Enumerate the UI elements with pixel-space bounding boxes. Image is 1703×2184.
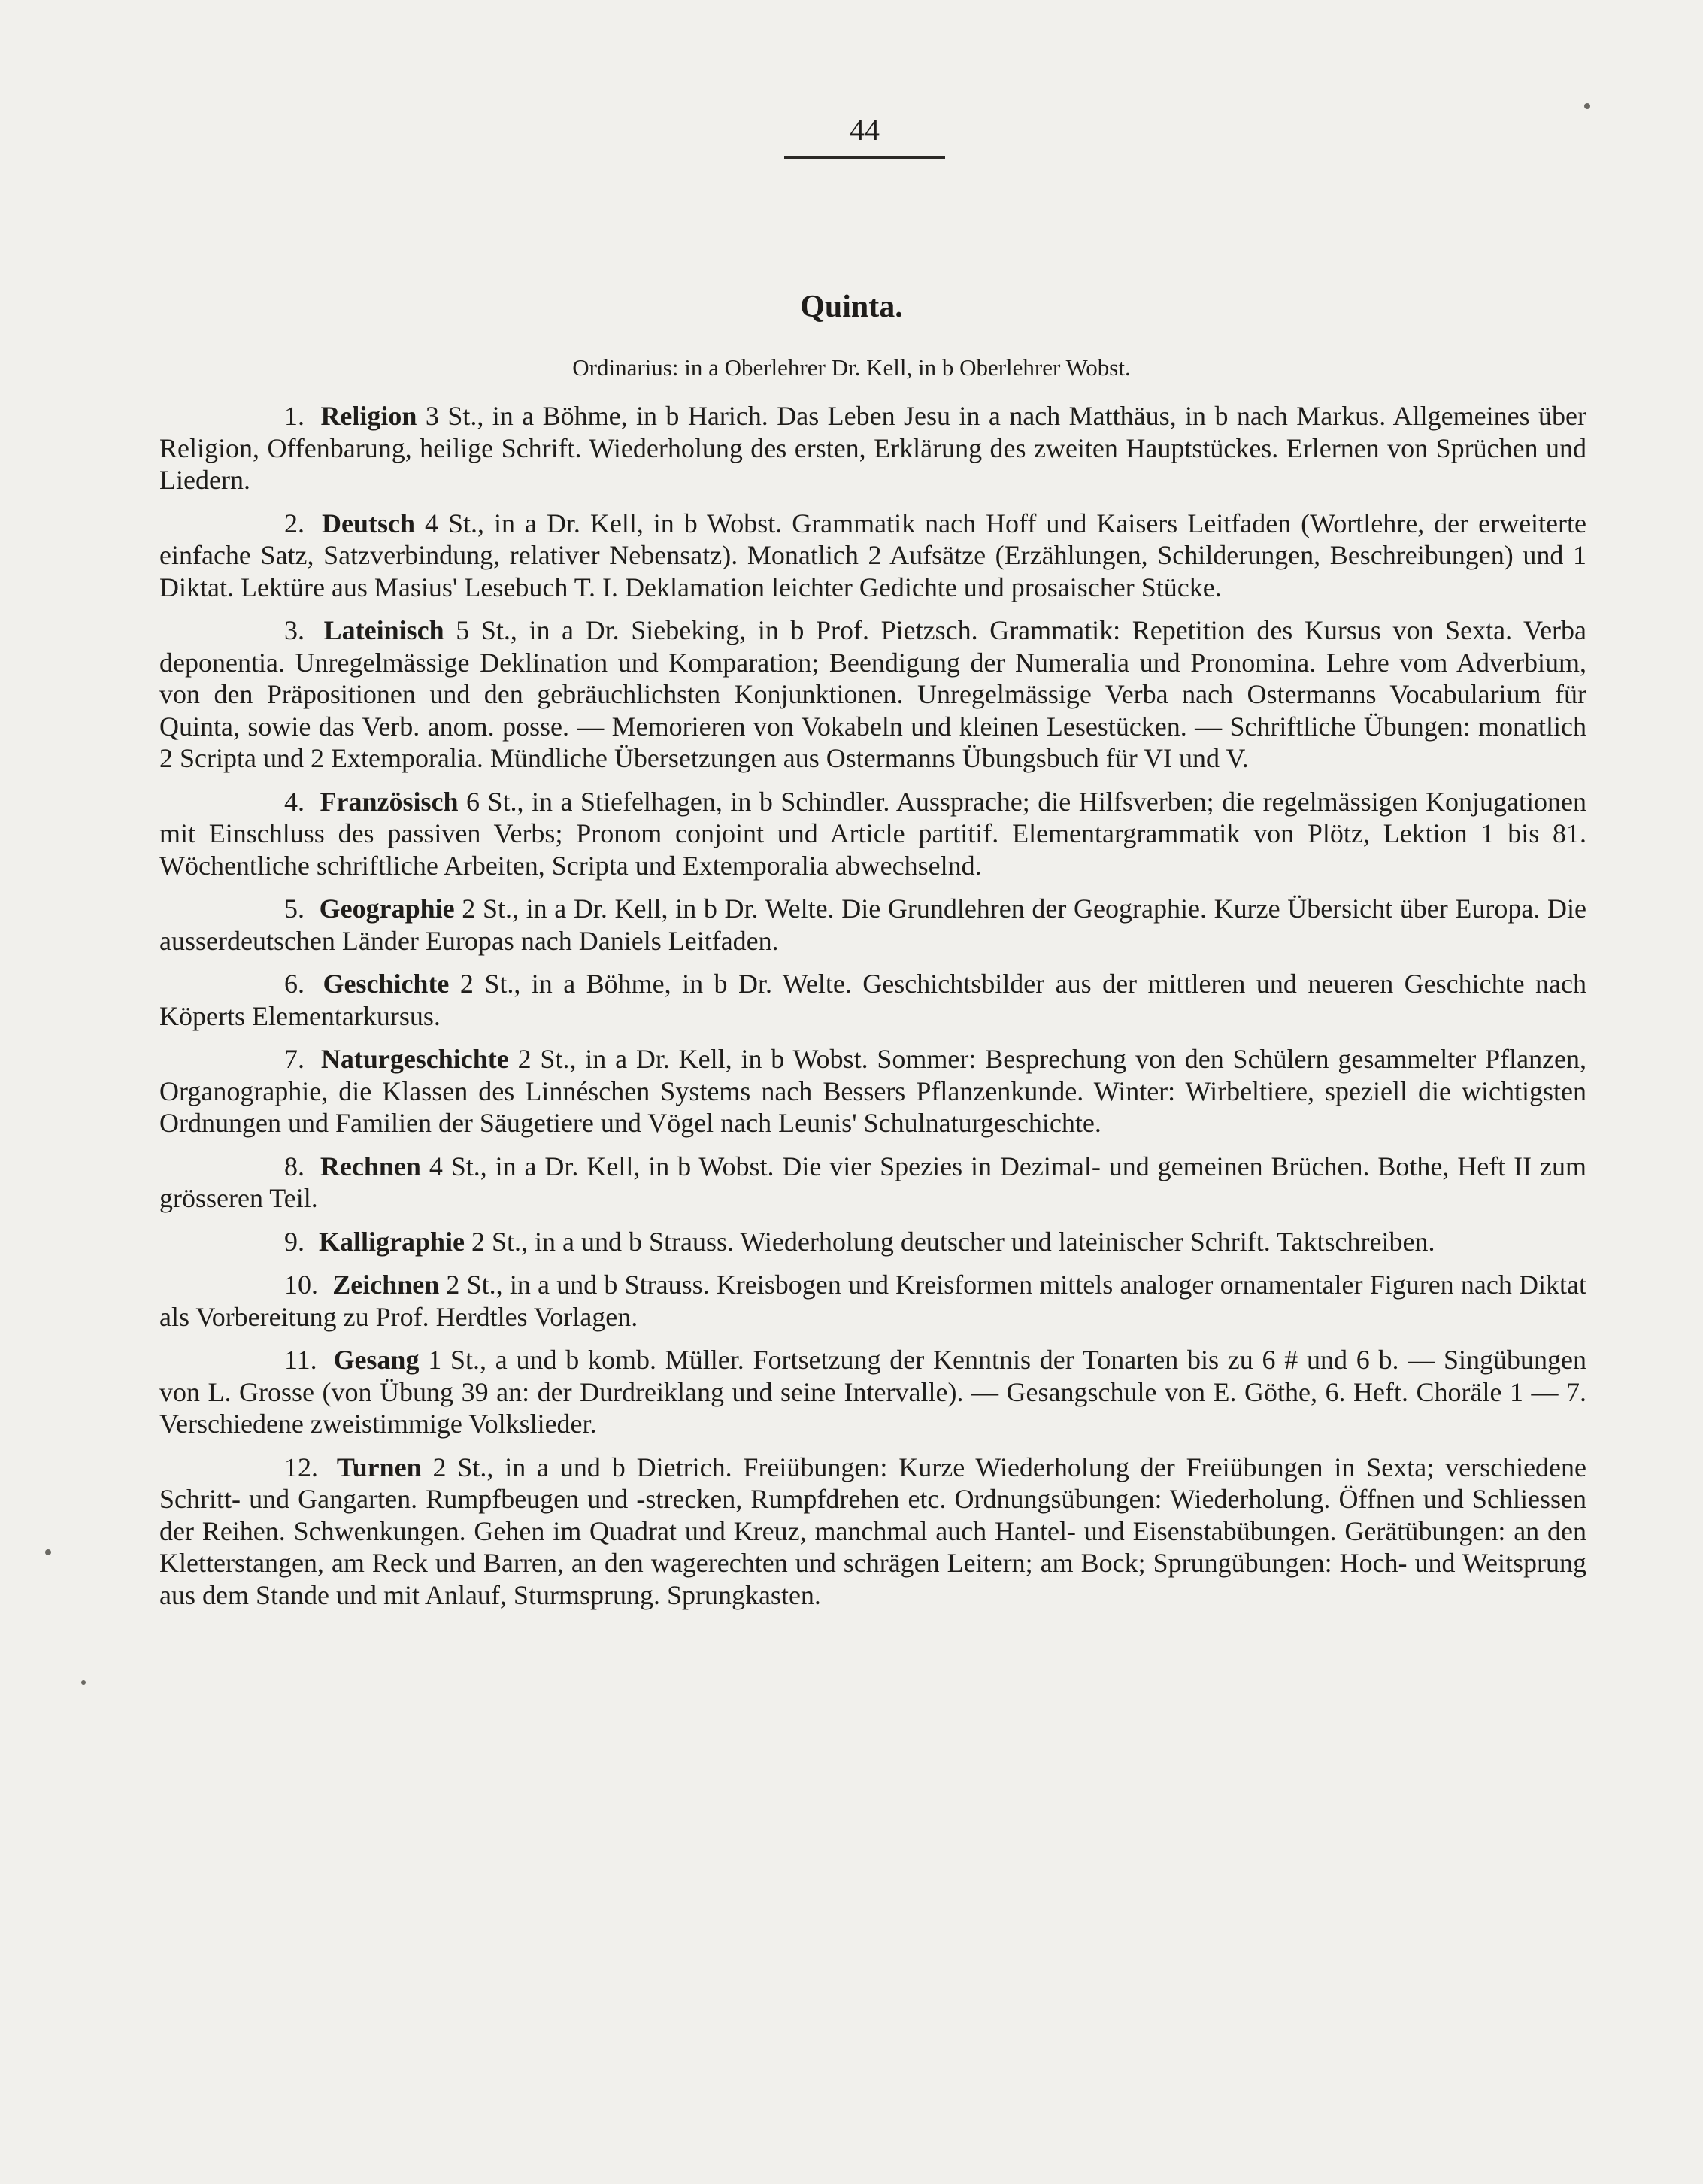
entry-subject: Kalligraphie: [319, 1226, 465, 1257]
entry-kalligraphie: [159, 1226, 1586, 1258]
entry-number: 2.: [284, 508, 305, 538]
entry-text: 2 St., in a Dr. Kell, in b Dr. Welte. Die Grundlehren der Geographie. Kurze Übersicht über Europa. Die ausserdeutschen Länder Europas nach Daniels Leitfaden.: [159, 893, 1587, 956]
entry-text: 4 St., in a Dr. Kell, in b Wobst. Die vier Spezies in Dezimal- und gemeinen Brüchen. Bothe, Heft II zum grösseren Teil.: [159, 1151, 1586, 1213]
curriculum-body: [159, 400, 1586, 1622]
entry-text: 2 St., in a und b Strauss. Kreisbogen und Kreisformen mittels analoger ornamentaler Figuren nach Diktat als Vorbereitung zu Prof. Herdtles Vorlagen.: [159, 1269, 1587, 1332]
entry-number: 5.: [284, 893, 305, 924]
entry-franzoesisch: [159, 786, 1586, 882]
entry-subject: Turnen: [336, 1451, 422, 1482]
entry-gesang: [159, 1344, 1586, 1440]
entry-number: 7.: [284, 1044, 305, 1074]
entry-subject: Religion: [320, 401, 417, 431]
entry-text: 4 St., in a Dr. Kell, in b Wobst. Grammatik nach Hoff und Kaisers Leitfaden (Wortlehre, der erweiterte einfache Satz, Satzverbindung, relativer Nebensatz). Monatlich 2 Aufsätze (Erzählungen, Schilderungen, Beschreibungen) und 1 Diktat. Lektüre aus Masius' Lesebuch T. I. Deklamation leichter Gedichte und prosaischer Stücke.: [159, 508, 1587, 602]
entry-text: 3 St., in a Böhme, in b Harich. Das Leben Jesu in a nach Matthäus, in b nach Markus. Allgemeines über Religion, Offenbarung, heilige Schrift. Wiederholung des ersten, Erklärung des zweiten Hauptstückes. Erlernen von Sprüchen und Liedern.: [159, 401, 1587, 495]
entry-number: 9.: [284, 1226, 305, 1257]
entry-naturgeschichte: [159, 1043, 1586, 1139]
entry-subject: Lateinisch: [323, 615, 444, 645]
entry-geographie: [159, 893, 1586, 957]
entry-subject: Zeichnen: [332, 1269, 440, 1300]
entry-number: 4.: [284, 786, 305, 817]
entry-zeichnen: [159, 1269, 1586, 1333]
paper-speck: [45, 1549, 51, 1555]
paper-speck: [1584, 103, 1590, 109]
page-number-rule: [784, 156, 945, 159]
entry-number: 11.: [284, 1345, 317, 1375]
entry-text: 2 St., in a und b Strauss. Wiederholung deutscher und lateinischer Schrift. Taktschreiben.: [471, 1226, 1435, 1257]
entry-text: 6 St., in a Stiefelhagen, in b Schindler. Aussprache; die Hilfsverben; die regelmässigen Konjugationen mit Einschluss des passiven Verbs; Pronom conjoint und Article partitif. Elementargrammatik von Plötz, Lektion 1 bis 81. Wöchentliche schriftliche Arbeiten, Scripta und Extemporalia abwechselnd.: [159, 786, 1587, 881]
entry-text: 2 St., in a Dr. Kell, in b Wobst. Sommer: Besprechung von den Schülern gesammelter Pflanzen, Organographie, die Klassen des Linnéschen Systems nach Bessers Pflanzenkunde. Winter: Wirbeltiere, speziell die wichtigsten Ordnungen und Familien der Säugetiere und Vögel nach Leunis' Schulnaturgeschichte.: [159, 1044, 1587, 1138]
entry-subject: Rechnen: [320, 1151, 421, 1181]
entry-turnen: [159, 1451, 1586, 1612]
paper-speck: [81, 1680, 86, 1685]
entry-number: 6.: [284, 969, 305, 999]
entry-text: 1 St., a und b komb. Müller. Fortsetzung der Kenntnis der Tonarten bis zu 6 # und 6 b. — Singübungen von L. Grosse (von Übung 39 an: der Durdreiklang und seine Intervalle). — Gesangschule von E. Göthe, 6. Heft. Choräle 1 — 7. Verschiedene zweistimmige Volkslieder.: [159, 1345, 1587, 1439]
entry-number: 10.: [284, 1269, 318, 1300]
entry-text: 2 St., in a und b Dietrich. Freiübungen: Kurze Wiederholung der Freiübungen in Sexta; verschiedene Schritt- und Gangarten. Rumpfbeugen und -strecken, Rumpfdrehen etc. Ordnungsübungen: Wiederholung. Öffnen und Schliessen der Reihen. Schwenkungen. Gehen im Quadrat und Kreuz, manchmal auch Hantel- und Eisenstabübungen. Gerätübungen: an den Kletterstangen, am Reck und Barren, an den wagerechten und schrägen Leitern; am Bock; Sprungübungen: Hoch- und Weitsprung aus dem Stande und mit Anlauf, Sturmsprung. Sprungkasten.: [159, 1451, 1586, 1610]
entry-number: 12.: [284, 1451, 318, 1482]
entry-rechnen: [159, 1151, 1586, 1215]
entry-number: 3.: [284, 615, 305, 645]
entry-subject: Gesang: [333, 1345, 420, 1375]
entry-number: 1.: [284, 401, 305, 431]
entry-text: 5 St., in a Dr. Siebeking, in b Prof. Pietzsch. Grammatik: Repetition des Kursus von Sexta. Verba deponentia. Unregelmässige Deklination und Komparation; Beendigung der Numeralia und Pronomina. Lehre vom Adverbium, von den Präpositionen und den gebräuchlichsten Konjunktionen. Unregelmässige Verba nach Ostermanns Vocabularium für Quinta, sowie das Verb. anom. posse. — Memorieren von Vokabeln und kleinen Lesestücken. — Schriftliche Übungen: monatlich 2 Scripta und 2 Extemporalia. Mündliche Übersetzungen aus Ostermanns Übungsbuch für VI und V.: [159, 615, 1587, 773]
ordinarius-line: Ordinarius: in a Oberlehrer Dr. Kell, in b Oberlehrer Wobst.: [572, 354, 1131, 381]
entry-subject: Naturgeschichte: [320, 1044, 509, 1074]
entry-subject: Geographie: [319, 893, 455, 924]
entry-deutsch: [159, 508, 1586, 604]
entry-geschichte: [159, 968, 1586, 1032]
entry-subject: Deutsch: [321, 508, 415, 538]
entry-subject: Französisch: [320, 786, 459, 817]
entry-religion: [159, 400, 1586, 496]
page-number: 44: [850, 113, 880, 147]
entry-lateinisch: [159, 614, 1586, 775]
entry-text: 2 St., in a Böhme, in b Dr. Welte. Geschichtsbilder aus der mittleren und neueren Geschichte nach Köperts Elementarkursus.: [159, 969, 1587, 1031]
entry-number: 8.: [284, 1151, 305, 1181]
section-title: Quinta.: [800, 290, 903, 324]
entry-subject: Geschichte: [323, 969, 450, 999]
